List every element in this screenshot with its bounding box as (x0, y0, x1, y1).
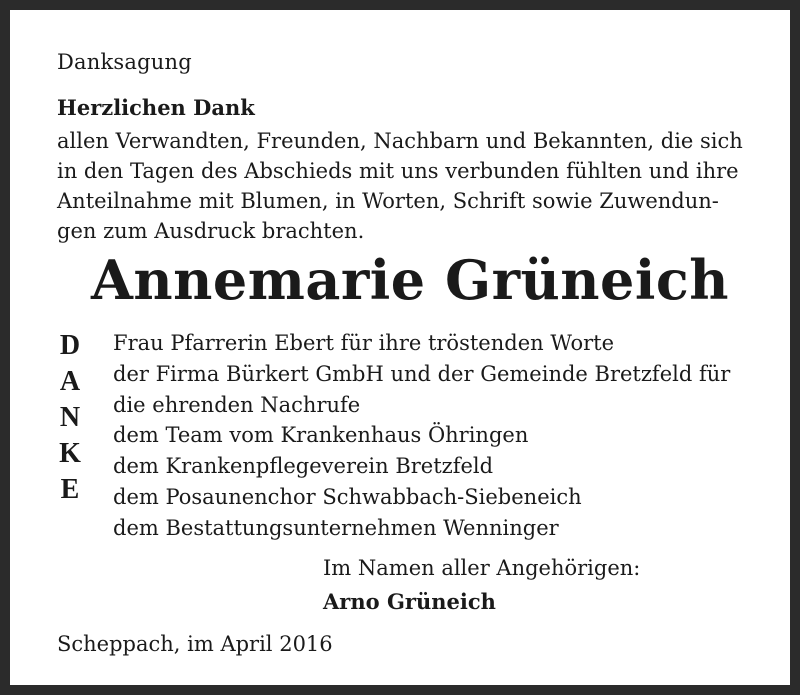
danke-letter: D (59, 330, 81, 361)
notice-label: Danksagung (57, 50, 192, 74)
thanks-item: dem Posaunenchor Schwabbach-Siebeneich (113, 484, 582, 509)
signature-name: Arno Grüneich (323, 589, 496, 614)
danke-letter: N (59, 402, 81, 433)
thanks-item: dem Krankenpflegeverein Bretzfeld (113, 454, 494, 479)
thanks-item: die ehrenden Nachrufe (113, 392, 361, 417)
thanks-item: dem Bestattungsunternehmen Wenninger (113, 515, 559, 540)
danke-letter: E (60, 474, 80, 505)
danke-letter: K (59, 438, 81, 469)
signature-intro: Im Namen aller Angehörigen: (323, 556, 641, 580)
thanks-item: dem Team vom Krankenhaus Öhringen (113, 423, 529, 448)
danke-letter: A (59, 366, 81, 397)
intro-paragraph (57, 126, 777, 246)
deceased-name: Annemarie Grüneich (90, 248, 730, 312)
thanks-item: Frau Pfarrerin Ebert für ihre tröstenden Worte (113, 331, 615, 355)
thanks-list (113, 328, 730, 544)
intro-line: gen zum Ausdruck brachten. (57, 219, 365, 243)
intro-line: Anteilnahme mit Blumen, in Worten, Schrift sowie Zuwendun- (57, 189, 719, 213)
danke-vertical-word (50, 328, 90, 508)
intro-line: allen Verwandten, Freunden, Nachbarn und Bekannten, die sich (57, 129, 743, 153)
thanks-item: der Firma Bürkert GmbH und der Gemeinde Bretzfeld für (113, 361, 731, 386)
place-date: Scheppach, im April 2016 (57, 632, 333, 656)
intro-line: in den Tagen des Abschieds mit uns verbunden fühlten und ihre (57, 159, 739, 183)
notice-heading: Herzlichen Dank (57, 95, 255, 120)
